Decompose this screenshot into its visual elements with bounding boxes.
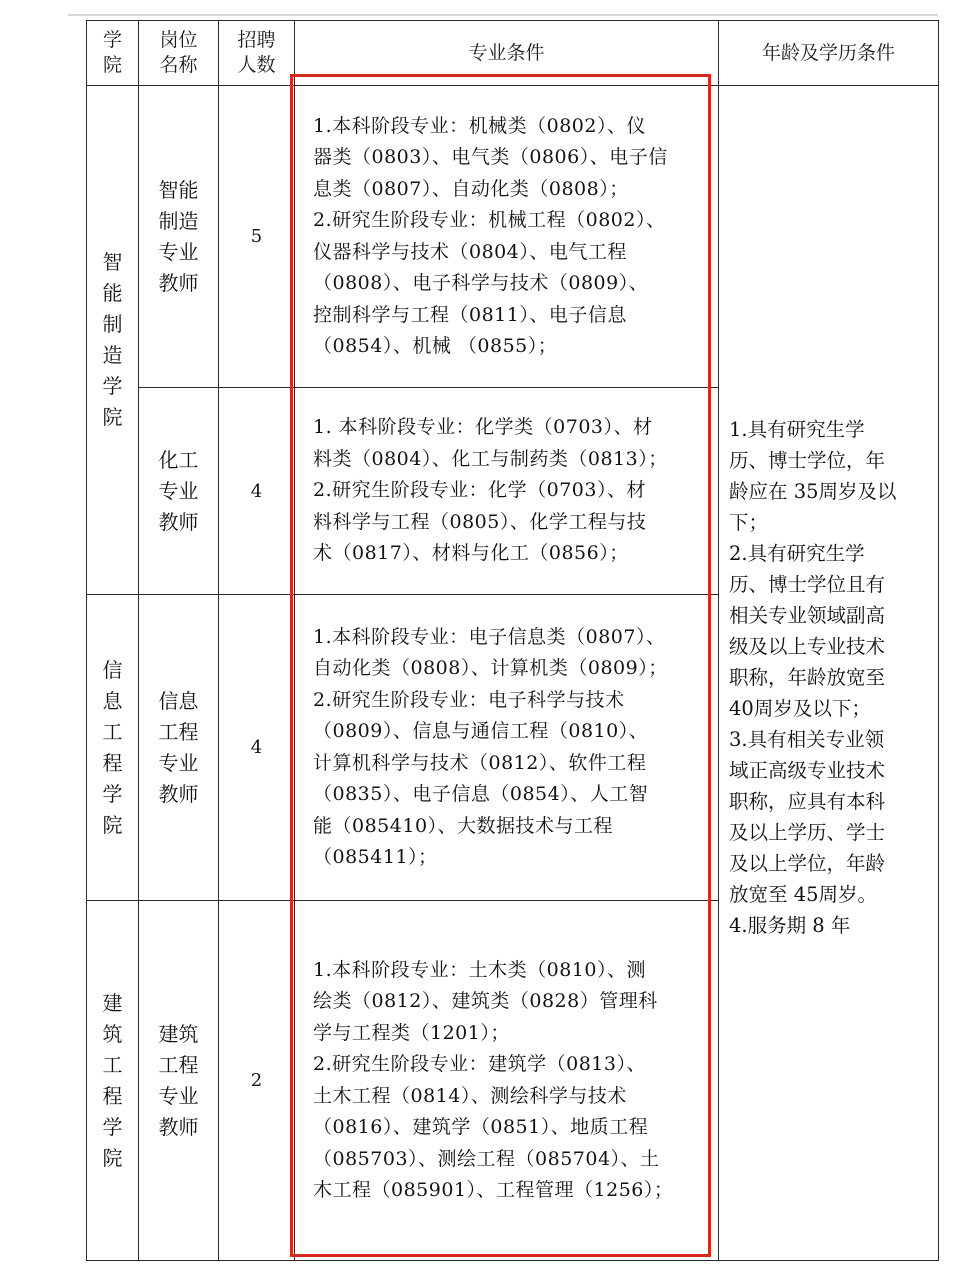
major-line: 2.研究生阶段专业：机械工程（0802）、: [313, 209, 666, 231]
age-line: 及以上学历、学士: [729, 820, 886, 844]
major-line: （085703）、测绘工程（085704）、土: [313, 1147, 660, 1170]
header-count-line: 人数: [237, 54, 276, 76]
post-line: 建筑: [158, 1021, 199, 1046]
college-char: 学: [102, 781, 123, 806]
college-char: 筑: [102, 1021, 123, 1046]
post-line: 教师: [158, 781, 199, 806]
post-name: [159, 1019, 199, 1143]
college-cell: [87, 901, 139, 1261]
age-line: 下；: [729, 510, 769, 534]
college-char: 工: [102, 1052, 123, 1077]
major-line: （0816）、建筑学（0851）、地质工程: [313, 1116, 649, 1138]
post-cell: [139, 901, 219, 1261]
age-line: 及以上学位，年龄: [729, 851, 886, 875]
post-line: 教师: [158, 270, 199, 295]
college-char: 建: [102, 990, 123, 1015]
age-line: 1.具有研究生学: [729, 417, 865, 441]
major-line: 绘类（0812）、建筑类（0828）管理科: [313, 990, 658, 1012]
major-line: 土木工程（0814）、测绘科学与技术: [313, 1084, 627, 1107]
college-name: [101, 655, 125, 841]
college-char: 智: [102, 250, 123, 274]
post-line: 专业: [158, 478, 199, 503]
age-line: 历、博士学位，年: [729, 448, 886, 472]
major-line: 2.研究生阶段专业：电子科学与技术: [313, 688, 625, 711]
major-line: 1. 本科阶段专业：化学类（0703）、材: [313, 416, 653, 439]
major-line: （0854）、机械 （0855）；: [313, 335, 558, 357]
post-line: 工程: [158, 1052, 199, 1077]
college-char: 学: [102, 374, 123, 398]
major-line: 器类（0803）、电气类（0806）、电子信: [313, 146, 668, 168]
post-line: 信息: [158, 688, 199, 713]
table-row: [87, 86, 939, 388]
header-row: [87, 21, 939, 86]
header-major: 专业条件: [295, 21, 719, 86]
post-line: 化工: [158, 447, 199, 472]
major-line: 料类（0804）、化工与制药类（0813）；: [313, 447, 668, 470]
major-cell: [295, 86, 719, 388]
age-line: 级及以上专业技术: [729, 634, 886, 658]
major-line: 自动化类（0808）、计算机类（0809）；: [313, 657, 668, 679]
post-name: [159, 686, 199, 810]
age-line: 域正高级专业技术: [729, 758, 886, 782]
major-line: （0835）、电子信息（0854）、人工智: [313, 783, 649, 805]
age-line: 4.服务期 8 年: [729, 913, 851, 937]
post-line: 制造: [158, 208, 199, 233]
header-post-line: 名称: [159, 54, 198, 76]
major-cell: [295, 901, 719, 1261]
college-char: 工: [102, 719, 123, 744]
college-char: 院: [102, 812, 123, 837]
post-cell: [139, 595, 219, 901]
header-post: [139, 21, 219, 86]
age-line: 2.具有研究生学: [729, 541, 865, 565]
college-char: 信: [102, 657, 123, 682]
age-line: 龄应在 35周岁及以: [729, 479, 897, 503]
post-line: 专业: [158, 239, 199, 264]
major-line: 1.本科阶段专业：土木类（0810）、测: [313, 958, 646, 981]
header-college: [87, 21, 139, 86]
post-line: 专业: [158, 750, 199, 775]
age-line: 放宽至 45周岁。: [729, 882, 878, 906]
major-line: 术（0817）、材料与化工（0856）；: [313, 542, 629, 565]
major-line: 2.研究生阶段专业：建筑学（0813）、: [313, 1053, 646, 1075]
college-char: 程: [102, 1083, 123, 1108]
count-cell: 4: [219, 595, 295, 901]
major-line: （0808）、电子科学与技术（0809）、: [313, 272, 649, 294]
college-char: 院: [102, 1145, 123, 1170]
major-line: 2.研究生阶段专业：化学（0703）、材: [313, 479, 646, 502]
major-line: 能（085410）、大数据技术与工程: [313, 814, 614, 837]
age-line: 3.具有相关专业领: [729, 727, 885, 751]
post-line: 教师: [158, 1114, 199, 1139]
post-line: 专业: [158, 1083, 199, 1108]
age-line: 40周岁及以下；: [729, 696, 871, 720]
top-divider-line: [68, 14, 938, 16]
major-line: （085411）；: [313, 846, 438, 868]
major-line: 木工程（085901）、工程管理（1256）；: [313, 1179, 674, 1201]
college-char: 息: [102, 688, 123, 713]
major-cell: [295, 595, 719, 901]
age-line: 历、博士学位且有: [729, 572, 886, 596]
header-post-line: 岗位: [159, 29, 198, 51]
college-cell: [87, 86, 139, 595]
college-name: [101, 988, 125, 1174]
post-name: [159, 445, 199, 538]
count-cell: 4: [219, 388, 295, 595]
header-count-line: 招聘: [237, 29, 276, 51]
college-char: 学: [102, 1114, 123, 1139]
college-char: 院: [102, 405, 123, 429]
major-line: 料科学与工程（0805）、化学工程与技: [313, 510, 647, 533]
recruitment-table: [86, 20, 939, 1261]
college-char: 制: [102, 312, 123, 336]
age-line: 职称，应具有本科: [729, 789, 886, 813]
post-line: 智能: [158, 177, 199, 202]
major-line: （0809）、信息与通信工程（0810）、: [313, 720, 649, 742]
post-cell: [139, 388, 219, 595]
college-char: 程: [102, 750, 123, 775]
age-education-cell: [719, 86, 939, 1261]
college-char: 造: [102, 343, 123, 367]
header-college-line: 院: [102, 54, 122, 76]
age-line: 职称，年龄放宽至: [729, 665, 886, 689]
major-line: 1.本科阶段专业：机械类（0802）、仪: [313, 114, 646, 137]
header-age: 年龄及学历条件: [719, 21, 939, 86]
major-line: 控制科学与工程（0811）、电子信息: [313, 303, 627, 326]
major-cell: [295, 388, 719, 595]
college-char: 能: [102, 281, 123, 305]
major-line: 学与工程类（1201）；: [313, 1021, 510, 1044]
count-cell: 2: [219, 901, 295, 1261]
header-college-line: 学: [102, 29, 122, 51]
post-cell: [139, 86, 219, 388]
age-line: 相关专业领域副高: [729, 603, 886, 627]
major-line: 1.本科阶段专业：电子信息类（0807）、: [313, 625, 666, 648]
major-line: 计算机科学与技术（0812）、软件工程: [313, 751, 647, 774]
college-name: [101, 247, 125, 433]
post-line: 工程: [158, 719, 199, 744]
post-line: 教师: [158, 509, 199, 534]
count-cell: 5: [219, 86, 295, 388]
header-count: [219, 21, 295, 86]
major-line: 息类（0807）、自动化类（0808）；: [313, 177, 629, 200]
post-name: [159, 175, 199, 299]
major-line: 仪器科学与技术（0804）、电气工程: [313, 240, 627, 263]
college-cell: [87, 595, 139, 901]
